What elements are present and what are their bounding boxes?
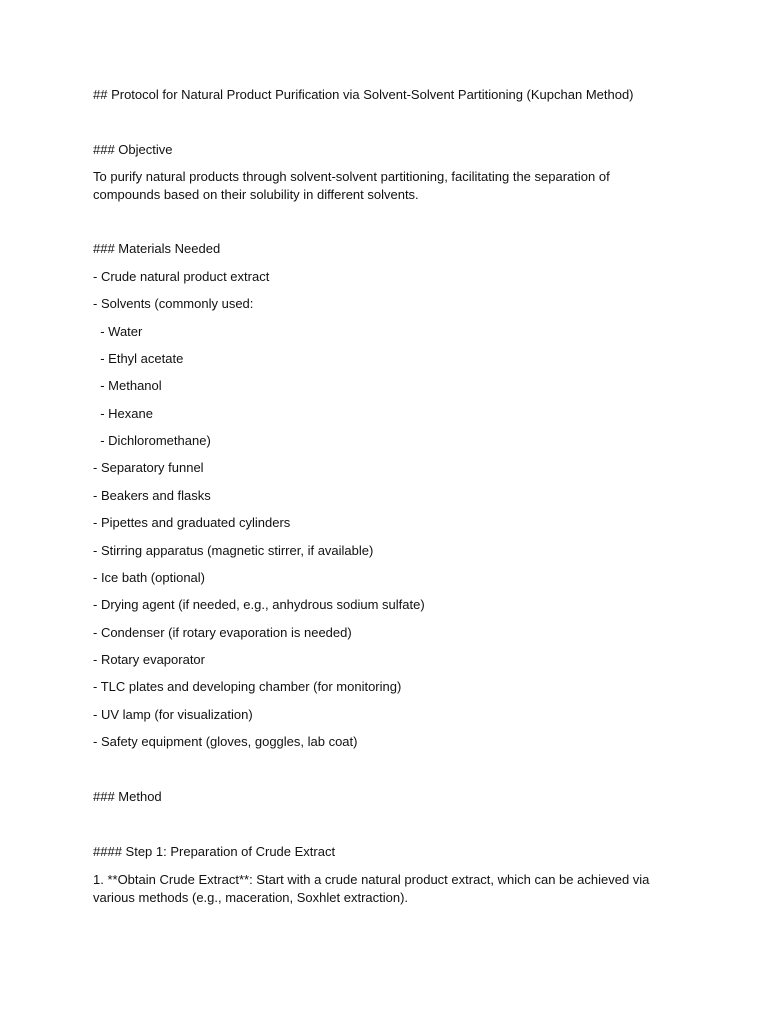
- document-title: ## Protocol for Natural Product Purification via Solvent-Solvent Partitioning (Kupchan Method): [93, 87, 634, 102]
- materials-item: - Stirring apparatus (magnetic stirrer, if available): [93, 543, 374, 558]
- materials-item: - TLC plates and developing chamber (for monitoring): [93, 679, 402, 694]
- materials-item: - Ice bath (optional): [93, 570, 206, 585]
- materials-item: - Rotary evaporator: [93, 652, 205, 667]
- materials-item: - Crude natural product extract: [93, 269, 270, 284]
- objective-text: To purify natural products through solvent-solvent partitioning, facilitating the separation of compounds based on their solubility in different solvents.: [93, 169, 610, 202]
- objective-heading: ### Objective: [93, 142, 173, 157]
- materials-subitem: - Dichloromethane): [93, 433, 211, 448]
- materials-subitem: - Ethyl acetate: [93, 351, 184, 366]
- materials-heading: ### Materials Needed: [93, 241, 221, 256]
- materials-item: - Condenser (if rotary evaporation is needed): [93, 625, 352, 640]
- materials-item: - UV lamp (for visualization): [93, 707, 253, 722]
- materials-subitem: - Methanol: [93, 378, 162, 393]
- materials-subitem: - Hexane: [93, 406, 153, 421]
- materials-item: - Separatory funnel: [93, 460, 204, 475]
- step1-heading: #### Step 1: Preparation of Crude Extract: [93, 844, 336, 859]
- materials-item: - Beakers and flasks: [93, 488, 211, 503]
- materials-item: - Pipettes and graduated cylinders: [93, 515, 291, 530]
- method-heading: ### Method: [93, 789, 162, 804]
- step1-item1: 1. **Obtain Crude Extract**: Start with a crude natural product extract, which can be achieved via various methods (e.g., maceration, Soxhlet extraction).: [93, 872, 650, 905]
- materials-subitem: - Water: [93, 324, 143, 339]
- materials-item: - Solvents (commonly used:: [93, 296, 254, 311]
- materials-item: - Drying agent (if needed, e.g., anhydrous sodium sulfate): [93, 597, 425, 612]
- materials-item: - Safety equipment (gloves, goggles, lab coat): [93, 734, 358, 749]
